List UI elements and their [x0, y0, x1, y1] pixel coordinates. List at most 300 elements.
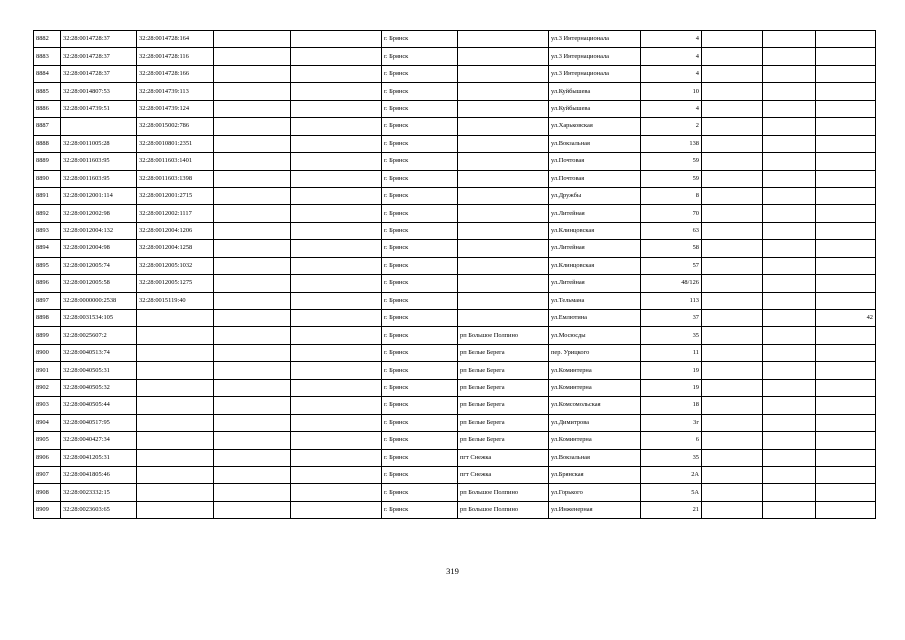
cell-house-number: 3г: [641, 414, 702, 431]
cell-settlement: [458, 31, 549, 48]
cell-col-4: [214, 135, 291, 152]
cell-row-number: 8902: [34, 379, 61, 396]
cell-col-11: [763, 135, 816, 152]
cell-col-5: [291, 187, 382, 204]
cell-col-5: [291, 205, 382, 222]
cell-row-number: 8889: [34, 153, 61, 170]
cell-row-number: 8892: [34, 205, 61, 222]
cell-city: г. Брянск: [382, 327, 458, 344]
cell-col-11: [763, 275, 816, 292]
cell-street: ул.Клинцовская: [549, 222, 641, 239]
cell-col-4: [214, 397, 291, 414]
cell-col-10: [702, 362, 763, 379]
table-row: [34, 31, 876, 48]
registry-table-body: [34, 31, 876, 519]
cell-cadastral-number-object: 32:28:0015002:786: [137, 118, 214, 135]
cell-col-11: [763, 484, 816, 501]
cell-col-5: [291, 170, 382, 187]
cell-row-number: 8904: [34, 414, 61, 431]
cell-col-11: [763, 31, 816, 48]
cell-city: г. Брянск: [382, 397, 458, 414]
cell-cadastral-number-land: 32:28:0031534:105: [61, 310, 137, 327]
cell-col-11: [763, 83, 816, 100]
cell-col-12: [816, 327, 876, 344]
cell-cadastral-number-land: 32:28:0040505:31: [61, 362, 137, 379]
cell-house-number: 4: [641, 31, 702, 48]
cell-col-11: [763, 310, 816, 327]
cell-house-number: 63: [641, 222, 702, 239]
cell-col-4: [214, 484, 291, 501]
cell-street: ул.Харьковская: [549, 118, 641, 135]
cell-col-11: [763, 153, 816, 170]
table-row: [34, 153, 876, 170]
cell-col-10: [702, 379, 763, 396]
cell-col-5: [291, 118, 382, 135]
cell-cadastral-number-object: [137, 362, 214, 379]
cell-settlement: [458, 205, 549, 222]
cell-cadastral-number-land: 32:28:0041205:31: [61, 449, 137, 466]
cell-city: г. Брянск: [382, 432, 458, 449]
table-row: [34, 466, 876, 483]
cell-city: г. Брянск: [382, 153, 458, 170]
cell-city: г. Брянск: [382, 240, 458, 257]
cell-col-10: [702, 187, 763, 204]
cell-col-10: [702, 48, 763, 65]
cell-settlement: [458, 310, 549, 327]
cell-cadastral-number-land: 32:28:0012005:58: [61, 275, 137, 292]
cell-street: ул.Коминтерна: [549, 432, 641, 449]
cell-house-number: 2: [641, 118, 702, 135]
cell-city: г. Брянск: [382, 118, 458, 135]
cell-col-12: [816, 205, 876, 222]
cell-col-11: [763, 466, 816, 483]
cell-settlement: рп Большое Полпино: [458, 327, 549, 344]
cell-house-number: 19: [641, 362, 702, 379]
table-row: [34, 397, 876, 414]
cell-cadastral-number-land: 32:28:0040517:95: [61, 414, 137, 431]
cell-col-11: [763, 501, 816, 518]
cell-col-12: [816, 449, 876, 466]
cell-cadastral-number-object: 32:28:0014739:124: [137, 100, 214, 117]
cell-row-number: 8909: [34, 501, 61, 518]
cell-col-4: [214, 501, 291, 518]
cell-settlement: [458, 153, 549, 170]
cell-col-12: [816, 362, 876, 379]
cell-street: ул.Литейная: [549, 240, 641, 257]
cell-col-5: [291, 31, 382, 48]
cell-house-number: 58: [641, 240, 702, 257]
cell-cadastral-number-land: 32:28:0011005:28: [61, 135, 137, 152]
cell-cadastral-number-land: 32:28:0012001:114: [61, 187, 137, 204]
cell-cadastral-number-object: [137, 449, 214, 466]
table-row: [34, 292, 876, 309]
cell-col-12: [816, 501, 876, 518]
table-row: [34, 362, 876, 379]
cell-row-number: 8903: [34, 397, 61, 414]
cell-cadastral-number-land: 32:28:0023603:65: [61, 501, 137, 518]
cell-house-number: 113: [641, 292, 702, 309]
cell-house-number: 5А: [641, 484, 702, 501]
cell-city: г. Брянск: [382, 100, 458, 117]
cell-cadastral-number-land: 32:28:0014728:37: [61, 48, 137, 65]
cell-cadastral-number-object: 32:28:0011603:1398: [137, 170, 214, 187]
cell-cadastral-number-land: 32:28:0014728:37: [61, 65, 137, 82]
cell-settlement: [458, 187, 549, 204]
cell-col-11: [763, 432, 816, 449]
cell-col-4: [214, 153, 291, 170]
cell-cadastral-number-object: [137, 484, 214, 501]
cell-col-4: [214, 100, 291, 117]
cell-row-number: 8887: [34, 118, 61, 135]
cell-col-10: [702, 397, 763, 414]
cell-col-10: [702, 31, 763, 48]
cell-col-5: [291, 240, 382, 257]
cell-col-5: [291, 83, 382, 100]
cell-col-11: [763, 327, 816, 344]
cell-col-11: [763, 379, 816, 396]
cell-col-4: [214, 31, 291, 48]
cell-street: ул.Вокзальная: [549, 449, 641, 466]
cell-col-5: [291, 344, 382, 361]
cell-street: ул.3 Интернационала: [549, 31, 641, 48]
table-row: [34, 240, 876, 257]
cell-cadastral-number-object: [137, 327, 214, 344]
cell-settlement: рп Белые Берега: [458, 379, 549, 396]
cell-settlement: пгт Снежка: [458, 449, 549, 466]
cell-col-10: [702, 83, 763, 100]
cell-settlement: рп Белые Берега: [458, 432, 549, 449]
cell-col-12: [816, 153, 876, 170]
cell-col-10: [702, 432, 763, 449]
cell-col-4: [214, 432, 291, 449]
cell-col-12: [816, 187, 876, 204]
cell-col-12: [816, 414, 876, 431]
cell-col-10: [702, 275, 763, 292]
table-row: [34, 170, 876, 187]
cell-street: ул.Коминтерна: [549, 379, 641, 396]
cell-col-5: [291, 397, 382, 414]
cell-col-4: [214, 466, 291, 483]
cell-row-number: 8884: [34, 65, 61, 82]
cell-col-5: [291, 48, 382, 65]
cell-cadastral-number-object: 32:28:0012002:1117: [137, 205, 214, 222]
cell-col-4: [214, 275, 291, 292]
cell-col-12: [816, 344, 876, 361]
cell-row-number: 8906: [34, 449, 61, 466]
cell-row-number: 8900: [34, 344, 61, 361]
cell-row-number: 8897: [34, 292, 61, 309]
cell-col-11: [763, 397, 816, 414]
cell-street: ул.Почтовая: [549, 153, 641, 170]
cell-city: г. Брянск: [382, 449, 458, 466]
cell-col-4: [214, 414, 291, 431]
cell-house-number: 138: [641, 135, 702, 152]
cell-col-10: [702, 310, 763, 327]
cell-col-5: [291, 414, 382, 431]
cell-cadastral-number-object: 32:28:0015119:40: [137, 292, 214, 309]
table-row: [34, 65, 876, 82]
cell-street: ул.Горького: [549, 484, 641, 501]
cell-col-11: [763, 414, 816, 431]
cell-col-12: [816, 397, 876, 414]
cell-house-number: 10: [641, 83, 702, 100]
cell-settlement: [458, 240, 549, 257]
cell-col-5: [291, 466, 382, 483]
cell-col-4: [214, 327, 291, 344]
cell-row-number: 8894: [34, 240, 61, 257]
cell-cadastral-number-object: 32:28:0012004:1206: [137, 222, 214, 239]
cell-cadastral-number-land: 32:28:0025607:2: [61, 327, 137, 344]
cell-col-4: [214, 292, 291, 309]
cell-col-11: [763, 240, 816, 257]
cell-cadastral-number-land: 32:28:0012004:132: [61, 222, 137, 239]
cell-cadastral-number-object: 32:28:0014728:164: [137, 31, 214, 48]
cell-col-5: [291, 379, 382, 396]
cell-house-number: 19: [641, 379, 702, 396]
cell-house-number: 21: [641, 501, 702, 518]
cell-col-5: [291, 484, 382, 501]
cell-col-5: [291, 65, 382, 82]
table-row: [34, 275, 876, 292]
cell-city: г. Брянск: [382, 187, 458, 204]
cell-col-4: [214, 310, 291, 327]
cell-settlement: [458, 48, 549, 65]
cell-street: ул.Коминтерна: [549, 362, 641, 379]
cell-row-number: 8899: [34, 327, 61, 344]
cell-col-10: [702, 414, 763, 431]
cell-street: ул.Емлютина: [549, 310, 641, 327]
cell-cadastral-number-object: 32:28:0012004:1258: [137, 240, 214, 257]
cell-cadastral-number-object: 32:28:0010801:2351: [137, 135, 214, 152]
cell-cadastral-number-land: 32:28:0012002:98: [61, 205, 137, 222]
cell-col-4: [214, 83, 291, 100]
table-row: [34, 187, 876, 204]
cell-row-number: 8905: [34, 432, 61, 449]
cell-cadastral-number-land: 32:28:0000000:2538: [61, 292, 137, 309]
cell-street: ул.Почтовая: [549, 170, 641, 187]
cell-settlement: [458, 170, 549, 187]
cell-cadastral-number-object: 32:28:0014739:113: [137, 83, 214, 100]
cell-col-4: [214, 48, 291, 65]
cell-col-11: [763, 292, 816, 309]
cell-col-12: [816, 100, 876, 117]
table-row: [34, 414, 876, 431]
cell-house-number: 57: [641, 257, 702, 274]
cell-col-5: [291, 153, 382, 170]
cell-col-10: [702, 257, 763, 274]
cell-col-4: [214, 240, 291, 257]
cell-cadastral-number-land: 32:28:0023332:15: [61, 484, 137, 501]
cell-row-number: 8890: [34, 170, 61, 187]
cell-col-5: [291, 292, 382, 309]
cell-street: ул.Инженерная: [549, 501, 641, 518]
cell-cadastral-number-land: 32:28:0012004:98: [61, 240, 137, 257]
cell-row-number: 8895: [34, 257, 61, 274]
cell-cadastral-number-land: 32:28:0040513:74: [61, 344, 137, 361]
cell-cadastral-number-land: 32:28:0040505:44: [61, 397, 137, 414]
cell-settlement: [458, 65, 549, 82]
cell-row-number: 8893: [34, 222, 61, 239]
cell-settlement: [458, 135, 549, 152]
table-row: [34, 432, 876, 449]
cell-street: ул.Димитрова: [549, 414, 641, 431]
cell-col-12: [816, 275, 876, 292]
cell-col-11: [763, 257, 816, 274]
cell-col-10: [702, 327, 763, 344]
cell-house-number: 11: [641, 344, 702, 361]
cell-house-number: 4: [641, 48, 702, 65]
table-row: [34, 118, 876, 135]
cell-row-number: 8888: [34, 135, 61, 152]
cell-col-4: [214, 65, 291, 82]
cell-col-4: [214, 449, 291, 466]
cell-cadastral-number-object: [137, 310, 214, 327]
cell-house-number: 4: [641, 100, 702, 117]
cell-col-11: [763, 48, 816, 65]
cell-col-12: [816, 222, 876, 239]
cell-city: г. Брянск: [382, 170, 458, 187]
cell-col-5: [291, 501, 382, 518]
table-row: [34, 379, 876, 396]
cell-row-number: 8907: [34, 466, 61, 483]
cell-settlement: [458, 292, 549, 309]
cell-col-4: [214, 362, 291, 379]
cell-cadastral-number-object: [137, 501, 214, 518]
cell-col-11: [763, 170, 816, 187]
cell-street: ул.Литейная: [549, 275, 641, 292]
registry-table: [33, 30, 876, 519]
cell-col-11: [763, 187, 816, 204]
cell-col-5: [291, 327, 382, 344]
cell-col-5: [291, 275, 382, 292]
cell-street: ул.Вокзальная: [549, 135, 641, 152]
cell-col-12: [816, 170, 876, 187]
cell-col-10: [702, 153, 763, 170]
cell-col-11: [763, 205, 816, 222]
cell-cadastral-number-land: [61, 118, 137, 135]
cell-city: г. Брянск: [382, 344, 458, 361]
cell-city: г. Брянск: [382, 222, 458, 239]
cell-settlement: [458, 275, 549, 292]
cell-city: г. Брянск: [382, 48, 458, 65]
table-row: [34, 48, 876, 65]
cell-house-number: 59: [641, 153, 702, 170]
cell-col-12: [816, 65, 876, 82]
cell-house-number: 4: [641, 65, 702, 82]
cell-col-5: [291, 449, 382, 466]
cell-col-4: [214, 205, 291, 222]
cell-col-10: [702, 170, 763, 187]
cell-cadastral-number-object: 32:28:0014728:116: [137, 48, 214, 65]
cell-col-5: [291, 432, 382, 449]
table-row: [34, 205, 876, 222]
cell-house-number: 37: [641, 310, 702, 327]
cell-cadastral-number-land: 32:28:0011603:95: [61, 170, 137, 187]
cell-row-number: 8908: [34, 484, 61, 501]
cell-cadastral-number-land: 32:28:0014728:37: [61, 31, 137, 48]
cell-cadastral-number-object: 32:28:0012005:1275: [137, 275, 214, 292]
cell-house-number: 70: [641, 205, 702, 222]
cell-city: г. Брянск: [382, 292, 458, 309]
cell-col-5: [291, 100, 382, 117]
cell-street: ул.Мосюсды: [549, 327, 641, 344]
cell-col-10: [702, 222, 763, 239]
cell-house-number: 2А: [641, 466, 702, 483]
cell-house-number: 6: [641, 432, 702, 449]
cell-col-10: [702, 65, 763, 82]
cell-cadastral-number-object: 32:28:0014728:166: [137, 65, 214, 82]
cell-col-10: [702, 135, 763, 152]
cell-street: ул.Куйбышева: [549, 100, 641, 117]
cell-cadastral-number-object: 32:28:0011603:1401: [137, 153, 214, 170]
cell-row-number: 8886: [34, 100, 61, 117]
cell-row-number: 8898: [34, 310, 61, 327]
cell-cadastral-number-land: 32:28:0014739:51: [61, 100, 137, 117]
cell-col-11: [763, 344, 816, 361]
cell-settlement: рп Белые Берега: [458, 414, 549, 431]
cell-col-11: [763, 362, 816, 379]
cell-city: г. Брянск: [382, 501, 458, 518]
cell-col-12: [816, 257, 876, 274]
cell-house-number: 8: [641, 187, 702, 204]
cell-street: ул.3 Интернационала: [549, 48, 641, 65]
table-row: [34, 310, 876, 327]
cell-street: пер. Урицкого: [549, 344, 641, 361]
cell-col-11: [763, 222, 816, 239]
cell-col-4: [214, 257, 291, 274]
cell-col-10: [702, 449, 763, 466]
cell-col-5: [291, 222, 382, 239]
cell-col-4: [214, 344, 291, 361]
cell-col-5: [291, 257, 382, 274]
cell-col-12: [816, 118, 876, 135]
cell-cadastral-number-land: 32:28:0040505:32: [61, 379, 137, 396]
cell-col-5: [291, 310, 382, 327]
cell-city: г. Брянск: [382, 414, 458, 431]
cell-street: ул.3 Интернационала: [549, 65, 641, 82]
cell-col-12: [816, 48, 876, 65]
cell-street: ул.Литейная: [549, 205, 641, 222]
cell-col-10: [702, 205, 763, 222]
cell-col-12: [816, 466, 876, 483]
cell-col-12: [816, 484, 876, 501]
cell-city: г. Брянск: [382, 310, 458, 327]
cell-city: г. Брянск: [382, 379, 458, 396]
cell-col-4: [214, 187, 291, 204]
cell-col-10: [702, 501, 763, 518]
cell-city: г. Брянск: [382, 466, 458, 483]
table-row: [34, 344, 876, 361]
cell-city: г. Брянск: [382, 362, 458, 379]
cell-row-number: 8896: [34, 275, 61, 292]
cell-cadastral-number-object: [137, 397, 214, 414]
cell-house-number: 18: [641, 397, 702, 414]
cell-city: г. Брянск: [382, 275, 458, 292]
cell-col-10: [702, 118, 763, 135]
cell-settlement: [458, 100, 549, 117]
cell-street: ул.Тельмана: [549, 292, 641, 309]
cell-col-11: [763, 100, 816, 117]
table-row: [34, 327, 876, 344]
cell-col-11: [763, 449, 816, 466]
table-row: [34, 449, 876, 466]
cell-cadastral-number-object: [137, 432, 214, 449]
cell-settlement: [458, 83, 549, 100]
table-row: [34, 83, 876, 100]
cell-settlement: рп Большое Полпино: [458, 484, 549, 501]
cell-col-12: [816, 240, 876, 257]
cell-street: ул.Клинцовская: [549, 257, 641, 274]
